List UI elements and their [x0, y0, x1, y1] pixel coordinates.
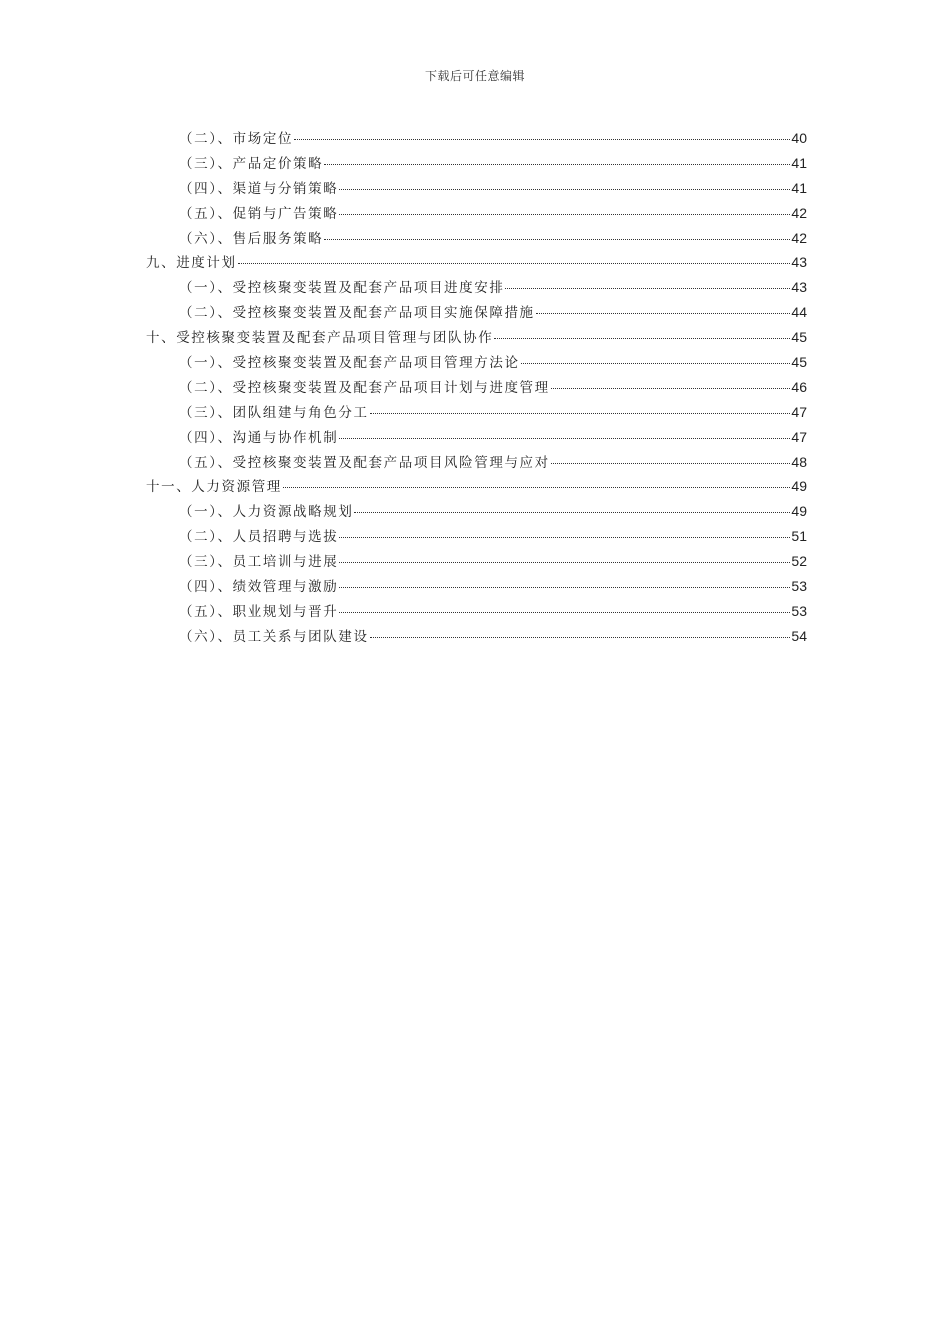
toc-section-entry[interactable]: [146, 350, 807, 375]
toc-dot-leader: [339, 612, 790, 613]
toc-page-number: 51: [791, 528, 807, 545]
toc-entry-label: （五）、职业规划与晋升: [179, 603, 339, 620]
toc-page-number: 48: [791, 453, 807, 470]
toc-entry-label: （五）、受控核聚变装置及配套产品项目风险管理与应对: [179, 454, 550, 471]
toc-dot-leader: [370, 413, 791, 414]
table-of-contents: [146, 126, 807, 649]
toc-section-entry[interactable]: [146, 624, 807, 649]
toc-page-number: 44: [791, 304, 807, 321]
toc-entry-label: （三）、员工培训与进展: [179, 554, 339, 571]
toc-section-entry[interactable]: [146, 574, 807, 599]
toc-entry-label: 九、进度计划: [146, 255, 237, 272]
toc-entry-label: （六）、售后服务策略: [179, 230, 324, 247]
toc-entry-label: 十、受控核聚变装置及配套产品项目管理与团队协作: [146, 330, 494, 347]
toc-dot-leader: [536, 313, 791, 314]
toc-page-number: 45: [791, 354, 807, 371]
toc-dot-leader: [339, 562, 790, 563]
toc-page-number: 45: [791, 329, 807, 346]
toc-section-entry[interactable]: [146, 176, 807, 201]
toc-section-entry[interactable]: [146, 126, 807, 151]
toc-dot-leader: [339, 189, 790, 190]
toc-dot-leader: [283, 487, 791, 488]
toc-section-entry[interactable]: [146, 375, 807, 400]
toc-entry-label: （二）、市场定位: [179, 131, 294, 147]
toc-dot-leader: [339, 587, 790, 588]
toc-dot-leader: [324, 164, 790, 165]
toc-dot-leader: [551, 388, 791, 389]
toc-section-entry[interactable]: [146, 400, 807, 425]
toc-page-number: 53: [791, 578, 807, 595]
toc-entry-label: （四）、渠道与分销策略: [179, 180, 339, 197]
toc-entry-label: （三）、团队组建与角色分工: [179, 404, 369, 421]
toc-section-entry[interactable]: [146, 549, 807, 574]
toc-dot-leader: [324, 239, 790, 240]
toc-dot-leader: [494, 338, 790, 339]
toc-section-entry[interactable]: [146, 599, 807, 624]
toc-chapter-entry[interactable]: [146, 474, 807, 499]
toc-page-number: 53: [791, 602, 807, 619]
toc-page-number: 41: [791, 154, 807, 171]
toc-page-number: 54: [791, 627, 807, 644]
toc-entry-label: （三）、产品定价策略: [179, 155, 324, 172]
toc-section-entry[interactable]: [146, 450, 807, 475]
toc-page-number: 42: [791, 204, 807, 221]
toc-section-entry[interactable]: [146, 201, 807, 226]
toc-dot-leader: [238, 263, 791, 264]
toc-page-number: 42: [791, 229, 807, 246]
toc-page-number: 49: [791, 503, 807, 520]
toc-dot-leader: [505, 288, 790, 289]
toc-section-entry[interactable]: [146, 499, 807, 524]
toc-dot-leader: [370, 637, 791, 638]
page-header: 下载后可任意编辑: [424, 69, 525, 83]
toc-chapter-entry[interactable]: [146, 250, 807, 275]
toc-section-entry[interactable]: [146, 300, 807, 325]
toc-entry-label: （二）、受控核聚变装置及配套产品项目计划与进度管理: [179, 379, 550, 396]
toc-dot-leader: [354, 512, 790, 513]
toc-dot-leader: [339, 438, 790, 439]
toc-page-number: 43: [791, 254, 807, 271]
toc-chapter-entry[interactable]: [146, 325, 807, 350]
toc-entry-label: （一）、受控核聚变装置及配套产品项目管理方法论: [179, 355, 520, 372]
toc-section-entry[interactable]: [146, 524, 807, 549]
toc-page-number: 49: [791, 478, 807, 495]
toc-section-entry[interactable]: [146, 425, 807, 450]
toc-page-number: 43: [791, 279, 807, 296]
toc-entry-label: （二）、人员招聘与选拔: [179, 529, 339, 546]
toc-dot-leader: [294, 139, 790, 140]
toc-section-entry[interactable]: [146, 275, 807, 300]
toc-dot-leader: [339, 537, 790, 538]
toc-section-entry[interactable]: [146, 151, 807, 176]
toc-entry-label: （一）、受控核聚变装置及配套产品项目进度安排: [179, 280, 505, 297]
toc-entry-label: （四）、绩效管理与激励: [179, 579, 339, 596]
toc-entry-label: （六）、员工关系与团队建设: [179, 628, 369, 645]
toc-page-number: 41: [791, 179, 807, 196]
toc-dot-leader: [521, 363, 791, 364]
toc-entry-label: （五）、促销与广告策略: [179, 205, 339, 222]
toc-entry-label: （一）、人力资源战略规划: [179, 504, 354, 521]
toc-dot-leader: [339, 214, 790, 215]
toc-entry-label: 十一、人力资源管理: [146, 479, 282, 496]
toc-page-number: 46: [791, 378, 807, 395]
toc-entry-label: （四）、沟通与协作机制: [179, 429, 339, 446]
toc-page-number: 52: [791, 553, 807, 570]
toc-entry-label: （二）、受控核聚变装置及配套产品项目实施保障措施: [179, 305, 535, 322]
toc-dot-leader: [551, 463, 791, 464]
toc-section-entry[interactable]: [146, 226, 807, 251]
toc-page-number: 47: [791, 428, 807, 445]
toc-page-number: 47: [791, 403, 807, 420]
toc-page-number: 40: [791, 130, 807, 146]
